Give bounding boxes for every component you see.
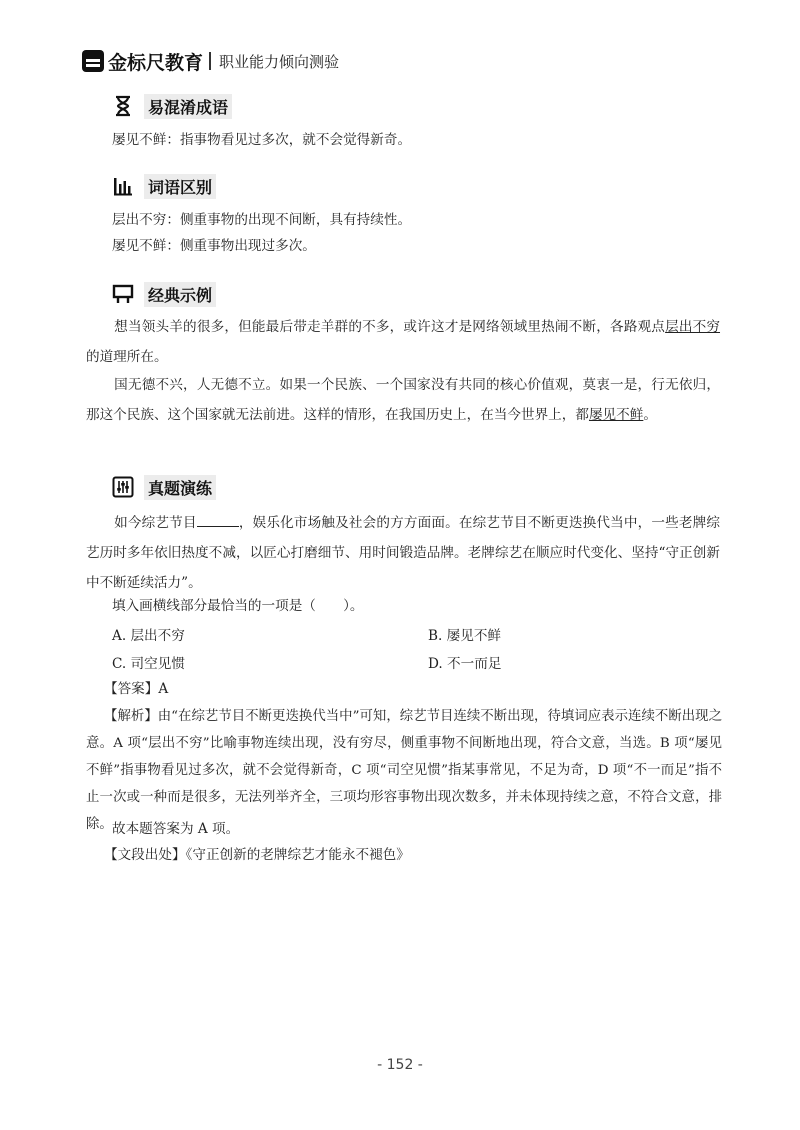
logo-icon: [82, 50, 104, 72]
section-heading-examples: [112, 282, 216, 306]
answer-label: 【答案】: [104, 681, 159, 697]
hourglass-icon: [112, 95, 134, 117]
analysis-paragraph: [86, 703, 722, 838]
answer-line: [104, 679, 168, 699]
question-prompt: 填入画横线部分最恰当的一项是（ ）。: [112, 598, 364, 614]
section-title: 易混淆成语: [144, 94, 232, 119]
underlined-idiom: 屡见不鲜: [588, 407, 644, 423]
section-heading-confusing: [112, 94, 232, 118]
equalizer-icon: [112, 476, 134, 498]
analysis-label: 【解析】: [104, 709, 158, 724]
bar-chart-icon: [112, 175, 134, 197]
conclusion-line: 故本题答案为 A 项。: [112, 821, 240, 837]
question-stem: 如今综艺节目 ，娱乐化市场触及社会的方方面面。在综艺节目不断更迭换代当中，一些老牌综艺历时多年依旧热度不减，以匠心打磨细节、用时间锻造品牌。老牌综艺在顺应时代变化、坚持“守正创新中不断延续活力”。: [86, 508, 720, 598]
option-b: B. 屡见不鲜: [428, 628, 502, 644]
section-title: 经典示例: [144, 282, 216, 307]
source-line: [104, 845, 410, 865]
analysis-text: 由“在综艺节目不断更迭换代当中”可知，综艺节目连续不断出现，待填词应表示连续不断出现之意。A 项“层出不穷”比喻事物连续出现，没有穷尽，侧重事物不间断地出现，符合文意，当选。B 项“屡见不鲜”指事物看见过多次，就不会觉得新奇，C 项“司空见惯”指某事常见，不足为奇，D 项“不一而足”指不止一次或一种而是很多，无法列举齐全，三项均形容事物出现次数多，并未体现持续之意，不符合文意，排除。: [86, 709, 722, 832]
option-c: C. 司空见惯: [112, 656, 185, 672]
source-label: 【文段出处】: [104, 847, 186, 863]
answer-blank: [197, 512, 239, 527]
header-subtitle: 职业能力倾向测验: [219, 52, 340, 71]
section-heading-distinction: [112, 174, 216, 198]
brand-logo-text: 金标尺教育: [108, 51, 204, 74]
answer-value: A: [158, 681, 169, 697]
example-paragraph: 想当领头羊的很多，但能最后带走羊群的不多，或许这才是网络领域里热闹不断，各路观点层出不穷的道理所在。: [86, 319, 721, 365]
easel-icon: [112, 283, 134, 305]
section-title: 真题演练: [144, 475, 216, 500]
header-divider: [209, 52, 211, 70]
option-d: D. 不一而足: [428, 656, 502, 672]
section-heading-practice: [112, 475, 216, 499]
page-header: [82, 48, 339, 74]
source-title: 《守正创新的老牌综艺才能永不褪色》: [185, 847, 410, 863]
page-number: - 152 -: [377, 1057, 423, 1073]
definition-line: 屡见不鲜：指事物看见过多次，就不会觉得新奇。: [112, 132, 412, 148]
distinction-line: 层出不穷：侧重事物的出现不间断，具有持续性。: [112, 212, 412, 228]
distinction-line: 屡见不鲜：侧重事物出现过多次。: [112, 238, 316, 254]
underlined-idiom: 层出不穷: [665, 319, 721, 335]
example-paragraph: 国无德不兴，人无德不立。如果一个民族、一个国家没有共同的核心价值观，莫衷一是，行无依归，那这个民族、这个国家就无法前进。这样的情形，在我国历史上，在当今世界上，都屡见不鲜。: [86, 377, 720, 423]
section-title: 词语区别: [144, 174, 216, 199]
option-a: A. 层出不穷: [112, 628, 185, 644]
